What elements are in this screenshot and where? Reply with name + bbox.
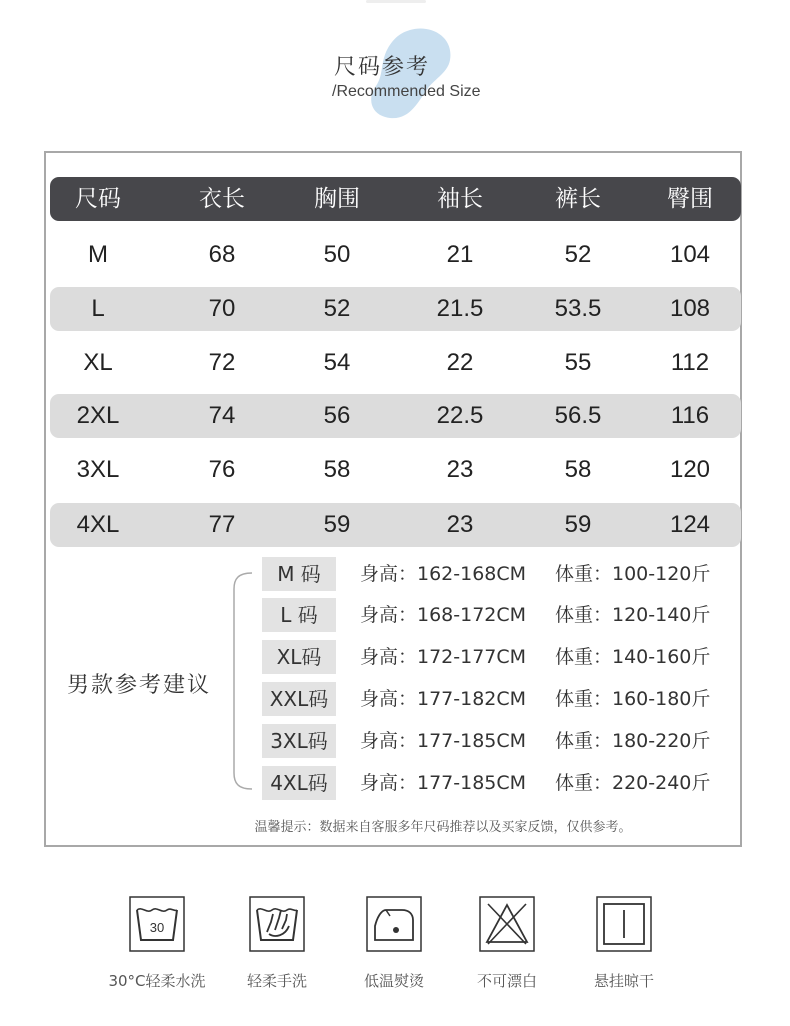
- care-label-iron: 低温熨烫: [363, 972, 424, 990]
- table-cell: L: [91, 295, 105, 322]
- column-header-hip: 臀围: [667, 186, 713, 212]
- recommend-height: 身高：168-172CM: [360, 604, 527, 626]
- table-cell: 74: [208, 402, 236, 429]
- table-cell: 70: [208, 295, 236, 322]
- table-cell: 4XL: [76, 511, 120, 538]
- wash-temperature: 30: [149, 920, 165, 935]
- recommend-size-tag: XXL码: [262, 682, 336, 716]
- section-subtitle: /Recommended Size: [332, 83, 481, 100]
- hang-dry-icon: [596, 896, 652, 952]
- table-cell: 52: [323, 295, 351, 322]
- table-cell: M: [88, 241, 108, 268]
- recommend-size-tag: 4XL码: [262, 766, 336, 800]
- table-cell: 68: [208, 241, 236, 268]
- table-cell: 22: [446, 349, 474, 376]
- reference-note: 温馨提示：数据来自客服多年尺码推荐以及买家反馈，仅供参考。: [254, 820, 632, 835]
- column-header-sleeve: 袖长: [437, 186, 483, 212]
- table-cell: 124: [669, 511, 711, 538]
- recommend-height: 身高：177-185CM: [360, 730, 527, 752]
- care-label-wash: 30°C轻柔水洗: [108, 972, 206, 990]
- recommend-height: 身高：162-168CM: [360, 563, 527, 585]
- recommend-weight: 体重：180-220斤: [555, 730, 711, 752]
- table-cell: 56.5: [554, 402, 602, 429]
- recommend-weight: 体重：220-240斤: [555, 772, 711, 794]
- recommend-height: 身高：172-177CM: [360, 646, 527, 668]
- column-header-length: 衣长: [199, 186, 245, 212]
- table-row: [50, 341, 741, 385]
- table-cell: 50: [323, 241, 351, 268]
- recommend-weight: 体重：120-140斤: [555, 604, 711, 626]
- section-header: [0, 0, 790, 140]
- section-title: 尺码参考: [334, 55, 431, 80]
- table-row: [50, 233, 741, 277]
- table-cell: 23: [446, 456, 474, 483]
- table-cell: 3XL: [76, 456, 120, 483]
- table-cell: 76: [208, 456, 236, 483]
- table-cell: 21: [446, 241, 474, 268]
- table-cell: XL: [83, 349, 113, 376]
- table-row: [50, 394, 741, 438]
- bracket-decoration: [228, 571, 258, 791]
- iron-low-icon: [366, 896, 422, 952]
- table-cell: 52: [564, 241, 592, 268]
- table-cell: 59: [323, 511, 351, 538]
- table-cell: 53.5: [554, 295, 602, 322]
- table-cell: 72: [208, 349, 236, 376]
- table-cell: 54: [323, 349, 351, 376]
- table-cell: 2XL: [76, 402, 120, 429]
- table-cell: 58: [564, 456, 592, 483]
- table-header: [50, 177, 741, 221]
- care-label-no-bleach: 不可漂白: [476, 972, 537, 990]
- recommend-size-tag: M 码: [262, 557, 336, 591]
- hand-wash-icon: [249, 896, 305, 952]
- table-cell: 120: [669, 456, 711, 483]
- column-header-chest: 胸围: [314, 186, 360, 212]
- table-row: [50, 448, 741, 492]
- wash-30-icon: [129, 896, 185, 952]
- table-cell: 21.5: [436, 295, 484, 322]
- care-label-hand-wash: 轻柔手洗: [246, 972, 307, 990]
- recommend-size-tag: L 码: [262, 598, 336, 632]
- care-label-hang-dry: 悬挂晾干: [593, 972, 654, 990]
- column-header-pants-length: 裤长: [555, 186, 601, 212]
- recommend-height: 身高：177-182CM: [360, 688, 527, 710]
- men-recommendation-label: 男款参考建议: [67, 673, 212, 698]
- table-row: [50, 503, 741, 547]
- recommend-size-tag: XL码: [262, 640, 336, 674]
- table-cell: 116: [670, 402, 710, 429]
- no-bleach-icon: [479, 896, 535, 952]
- table-cell: 112: [670, 349, 710, 376]
- recommend-weight: 体重：140-160斤: [555, 646, 711, 668]
- recommend-weight: 体重：100-120斤: [555, 563, 711, 585]
- table-cell: 58: [323, 456, 351, 483]
- table-cell: 108: [669, 295, 711, 322]
- table-cell: 55: [564, 349, 592, 376]
- recommend-height: 身高：177-185CM: [360, 772, 527, 794]
- column-header-size: 尺码: [75, 186, 121, 212]
- table-cell: 104: [669, 241, 711, 268]
- table-row: [50, 287, 741, 331]
- table-cell: 22.5: [436, 402, 484, 429]
- table-cell: 59: [564, 511, 592, 538]
- table-cell: 23: [446, 511, 474, 538]
- recommend-weight: 体重：160-180斤: [555, 688, 711, 710]
- table-cell: 56: [323, 402, 351, 429]
- recommend-size-tag: 3XL码: [262, 724, 336, 758]
- table-cell: 77: [208, 511, 236, 538]
